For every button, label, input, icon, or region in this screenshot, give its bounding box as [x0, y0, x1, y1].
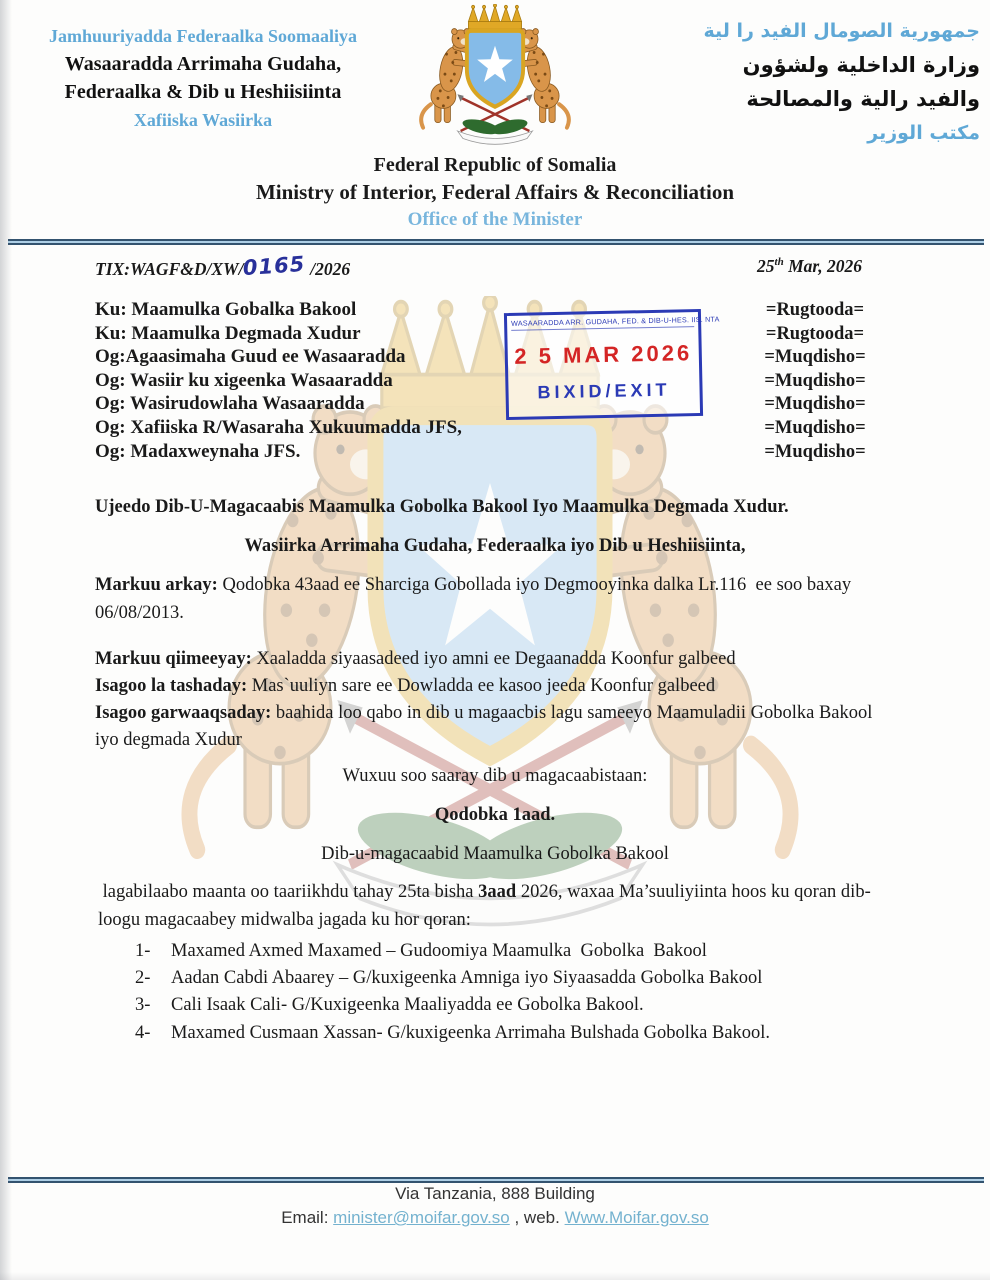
- appointment-item: [135, 1020, 915, 1047]
- ministry-name-somali-2: Federaalka & Dib u Heshiisiinta: [64, 81, 342, 103]
- email-label: Email:: [281, 1208, 334, 1227]
- registry-stamp: [504, 309, 720, 420]
- handwritten-reference-number: 0165: [242, 251, 307, 281]
- stamp-exit-line: BIXID/EXIT: [537, 379, 671, 403]
- office-name-somali: Xafiiska Wasiirka: [133, 110, 273, 130]
- recipient-name: Og:Agaasimaha Guud ee Wasaaradda: [95, 346, 406, 368]
- website-link[interactable]: Www.Moifar.gov.so: [564, 1208, 709, 1227]
- recipient-location: =Muqdisho=: [764, 441, 866, 462]
- recipient-location: =Muqdisho=: [764, 347, 866, 368]
- appointment-item: [135, 965, 915, 992]
- recipient-location: =Rugtooda=: [765, 300, 865, 320]
- recipient-name: Ku: Maamulka Degmada Xudur: [95, 322, 361, 344]
- recipient-row: [95, 441, 895, 465]
- reference-number: [95, 251, 351, 281]
- paragraph-lead: Markuu arkay:: [95, 575, 218, 595]
- appointment-item: [135, 938, 915, 965]
- recipient-name: Og: Wasiir ku xigeenka Wasaaradda: [95, 369, 393, 391]
- footer-rule: [8, 1177, 984, 1183]
- appointment-text: Maxamed Cusmaan Xassan- G/kuxigeenka Arrimaha Bulshada Gobolka Bakool.: [171, 1022, 771, 1043]
- ministry-title: Ministry of Interior, Federal Affairs & Reconciliation: [255, 180, 735, 204]
- decree-body-post: 2026, waxaa Ma’suuliyiinta hoos ku qoran dib-loogu magacaabey midwalba jagada ku hor qoran:: [98, 882, 871, 930]
- somalia-coat-of-arms-icon: [409, 4, 581, 146]
- date-ordinal: th: [774, 256, 784, 269]
- scan-edge-shadow-bottom: [0, 1272, 990, 1280]
- recipient-name: Og: Xafiiska R/Wasaraha Xukuumadda JFS,: [95, 416, 462, 438]
- decree-intro: Wuxuu soo saaray dib u magacaabistaan:: [342, 766, 648, 786]
- reference-suffix: /2026: [305, 259, 351, 279]
- paragraph-isagoo-garwaaqsaday: [95, 700, 878, 754]
- date-rest: Mar, 2026: [783, 256, 862, 276]
- recipient-name: Og: Madaxweynaha JFS.: [95, 440, 301, 462]
- header-rule: [8, 239, 984, 245]
- ministry-name-arabic-2: والفيد رالية والمصالحة: [746, 87, 980, 111]
- decree-body-bold: 3aad: [478, 882, 517, 902]
- paragraph-text: Mas`uuliyn sare ee Dowladda ee kasoo jeeda Koonfur galbeed: [247, 676, 716, 696]
- recipient-location: =Muqdisho=: [764, 417, 866, 438]
- appointment-text: Maxamed Axmed Maxamed – Gudoomiya Maamulka Gobolka Bakool: [171, 941, 707, 961]
- reference-prefix: TIX:WAGF&D/XW/: [95, 259, 244, 279]
- recipient-row: [95, 299, 895, 323]
- appointment-item: [135, 992, 915, 1019]
- appointment-number: 1-: [135, 941, 151, 961]
- web-label: , web.: [509, 1208, 565, 1227]
- paragraph-lead: Markuu qiimeeyay:: [95, 649, 252, 669]
- paragraph-text: Xaaladda siyaasadeed iyo amni ee Degaanadda Koonfur galbeed: [251, 649, 736, 669]
- paragraph-isagoo-la-tashaday: [95, 673, 873, 700]
- republic-name-arabic: جمهورية الصومال الفيد را لية: [703, 20, 980, 42]
- republic-title: Federal Republic of Somalia: [373, 154, 617, 176]
- appointment-number: 2-: [135, 968, 151, 989]
- stamp-ministry-line: WASAARADDA ARR. GUDAHA, FED. & DIB-U-HES. IIS. NTA: [511, 315, 694, 331]
- recipient-name: Ku: Maamulka Gobalka Bakool: [95, 299, 357, 320]
- appointment-number: 3-: [135, 995, 151, 1016]
- recipient-row: [95, 346, 895, 370]
- ministry-name-somali-1: Wasaaradda Arrimaha Gudaha,: [64, 53, 342, 75]
- appointment-text: Aadan Cabdi Abaarey – G/kuxigeenka Amniga iyo Siyaasadda Gobolka Bakool: [171, 968, 763, 989]
- footer-address: Via Tanzania, 888 Building: [395, 1184, 595, 1203]
- decree-article-subtitle: Dib-u-magacaabid Maamulka Gobolka Bakool: [321, 844, 669, 864]
- letter-date: [757, 256, 862, 280]
- ministry-name-arabic-1: وزارة الداخلية ولشؤون: [742, 53, 980, 77]
- paragraph-lead: Isagoo la tashaday:: [95, 676, 248, 696]
- decree-article-title: Qodobka 1aad.: [434, 805, 556, 825]
- date-day: 25: [757, 256, 775, 276]
- paragraph-markuu-arkay: [95, 571, 873, 627]
- recipient-location: =Rugtooda=: [765, 323, 865, 344]
- decree-body-paragraph: [98, 878, 890, 934]
- letterhead-arabic: [590, 14, 980, 150]
- footer-contact-line: [0, 1208, 990, 1228]
- stamp-date: 2 5 MAR 2026: [514, 340, 693, 369]
- paragraph-lead: Isagoo garwaaqsaday:: [95, 703, 272, 723]
- reference-row: [95, 251, 862, 281]
- appointment-number: 4-: [135, 1022, 151, 1043]
- salutation-line: Wasiirka Arrimaha Gudaha, Federaalka iyo Dib u Heshiisiinta,: [244, 536, 746, 556]
- recipient-row: [95, 370, 895, 394]
- office-name-arabic: مكتب الوزير: [867, 122, 980, 144]
- letterhead-somali: [8, 22, 398, 134]
- email-link[interactable]: minister@moifar.gov.so: [333, 1208, 510, 1227]
- scan-edge-shadow: [0, 0, 12, 1280]
- paragraph-markuu-qiimeeyay: [95, 646, 873, 673]
- appointment-text: Cali Isaak Cali- G/Kuxigeenka Maaliyadda ee Gobolka Bakool.: [171, 995, 644, 1016]
- recipient-name: Og: Wasirudowlaha Wasaaradda: [95, 393, 365, 415]
- paragraph-text: baahida loo qabo in dib u magaacbis lagu sameeyo Maamuladii Gobolka Bakool iyo degmada Xudur: [95, 703, 878, 750]
- considerations-block: [95, 646, 878, 754]
- recipient-row: [95, 417, 895, 441]
- letterhead-english: [0, 152, 990, 233]
- decree-body-pre: lagabilaabo maanta oo taariikhdu tahay 25ta bisha: [98, 882, 479, 902]
- subject-line: Ujeedo Dib-U-Magacaabis Maamulka Gobolka Bakool Iyo Maamulka Degmada Xudur.: [95, 497, 789, 517]
- recipient-row: [95, 393, 895, 417]
- appointments-list: [135, 938, 915, 1047]
- recipient-row: [95, 323, 895, 347]
- recipient-location: =Muqdisho=: [764, 370, 866, 391]
- office-title: Office of the Minister: [407, 209, 583, 230]
- recipient-list: [95, 299, 895, 464]
- paragraph-text: Qodobka 43aad ee Sharciga Gobollada iyo Degmooyinka dalka Lr.116 ee soo baxay 06/08/2013.: [95, 575, 856, 623]
- republic-name-somali: Jamhuuriyadda Federaalka Soomaaliya: [48, 26, 358, 46]
- recipient-location: =Muqdisho=: [764, 394, 866, 415]
